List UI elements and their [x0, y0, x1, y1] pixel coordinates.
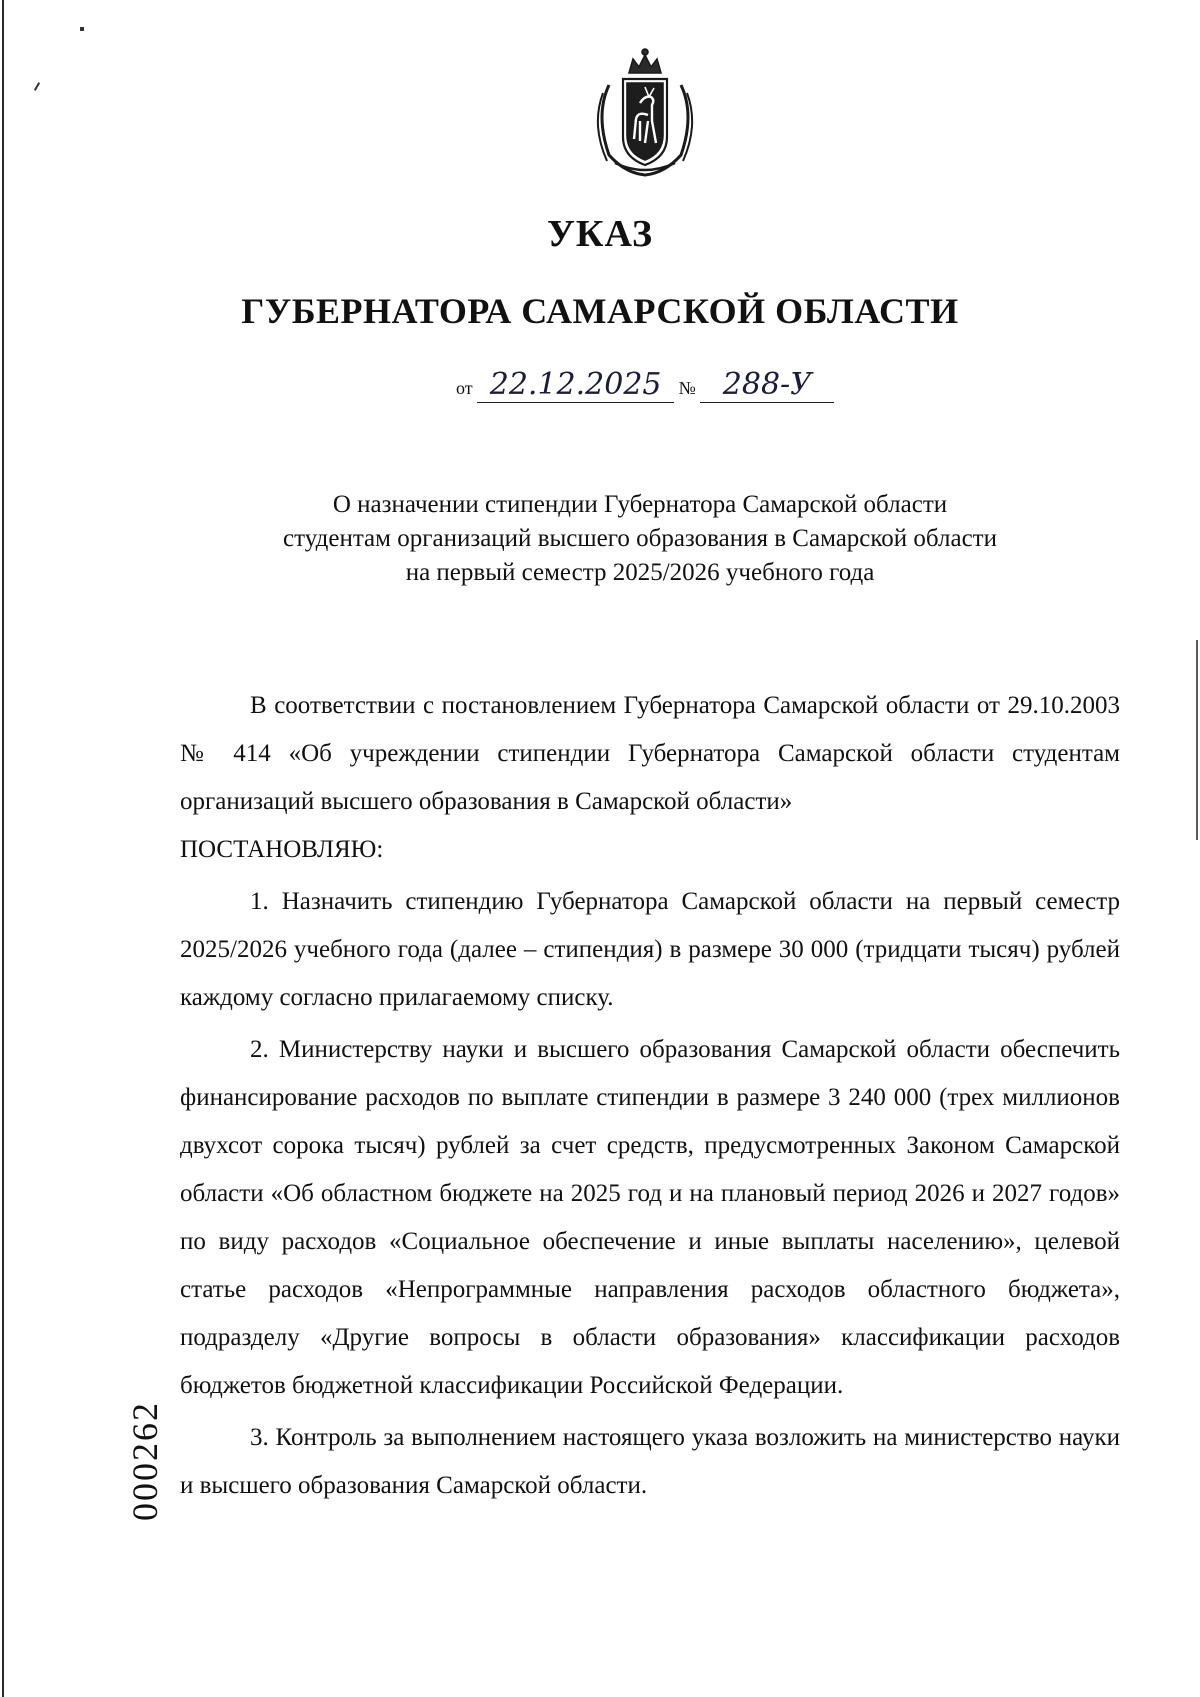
stamp-serial-number: 000262 — [125, 1401, 165, 1521]
date-label: от — [456, 378, 473, 398]
scan-speck — [80, 27, 84, 31]
decree-subject — [240, 488, 1040, 590]
item-3-paragraph: 3. Контроль за выполнением настоящего указа возложить на министерство науки и высшего образования Самарской области. — [180, 1424, 1120, 1499]
number-label: № — [678, 378, 696, 398]
samara-region-coat-of-arms-icon — [585, 45, 705, 180]
scan-speck — [34, 82, 40, 91]
item-1-paragraph: 1. Назначить стипендию Губернатора Самарской области на первый семестр 2025/2026 учебного года (далее – стипендия) в размере 30 000 (тридцати тысяч) рублей каждому согласно прилагаемому списку. — [180, 888, 1120, 1011]
page-right-edge-mark — [1196, 640, 1198, 840]
handwritten-number: 288-У — [700, 368, 834, 403]
preamble-paragraph: В соответствии с постановлением Губернатора Самарской области от 29.10.2003 № 414 «Об учреждении стипендии Губернатора Самарской области студентам организаций высшего образования в Самарской области» — [180, 692, 1120, 815]
resolve-word: ПОСТАНОВЛЯЮ: — [180, 836, 384, 863]
decree-body — [180, 682, 1120, 1510]
issue-line — [456, 368, 834, 403]
item-2-paragraph: 2. Министерству науки и высшего образования Самарской области обеспечить финансирование расходов по выплате стипендии в размере 3 240 000 (трех миллионов двухсот сорока тысяч) рублей за счет средств, предусмотренных Законом Самарской области «Об областном бюджете на 2025 год и на плановый период 2026 и 2027 годов» по виду расходов «Социальное обеспечение и иные выплаты населению», целевой статье расходов «Непрограммные направления расходов областного бюджета», подразделу «Другие вопросы в области образования» классификации расходов бюджетов бюджетной классификации Российской Федерации. — [180, 1036, 1120, 1399]
issuer-title: ГУБЕРНАТОРА САМАРСКОЙ ОБЛАСТИ — [241, 291, 959, 331]
subject-line: на первый семестр 2025/2026 учебного года — [405, 559, 875, 586]
subject-line: О назначении стипендии Губернатора Самарской области — [332, 491, 948, 518]
subject-line: студентам организаций высшего образования в Самарской области — [283, 525, 997, 552]
handwritten-date: 22.12.2025 — [477, 368, 674, 403]
document-type-title: УКАЗ — [547, 213, 653, 255]
